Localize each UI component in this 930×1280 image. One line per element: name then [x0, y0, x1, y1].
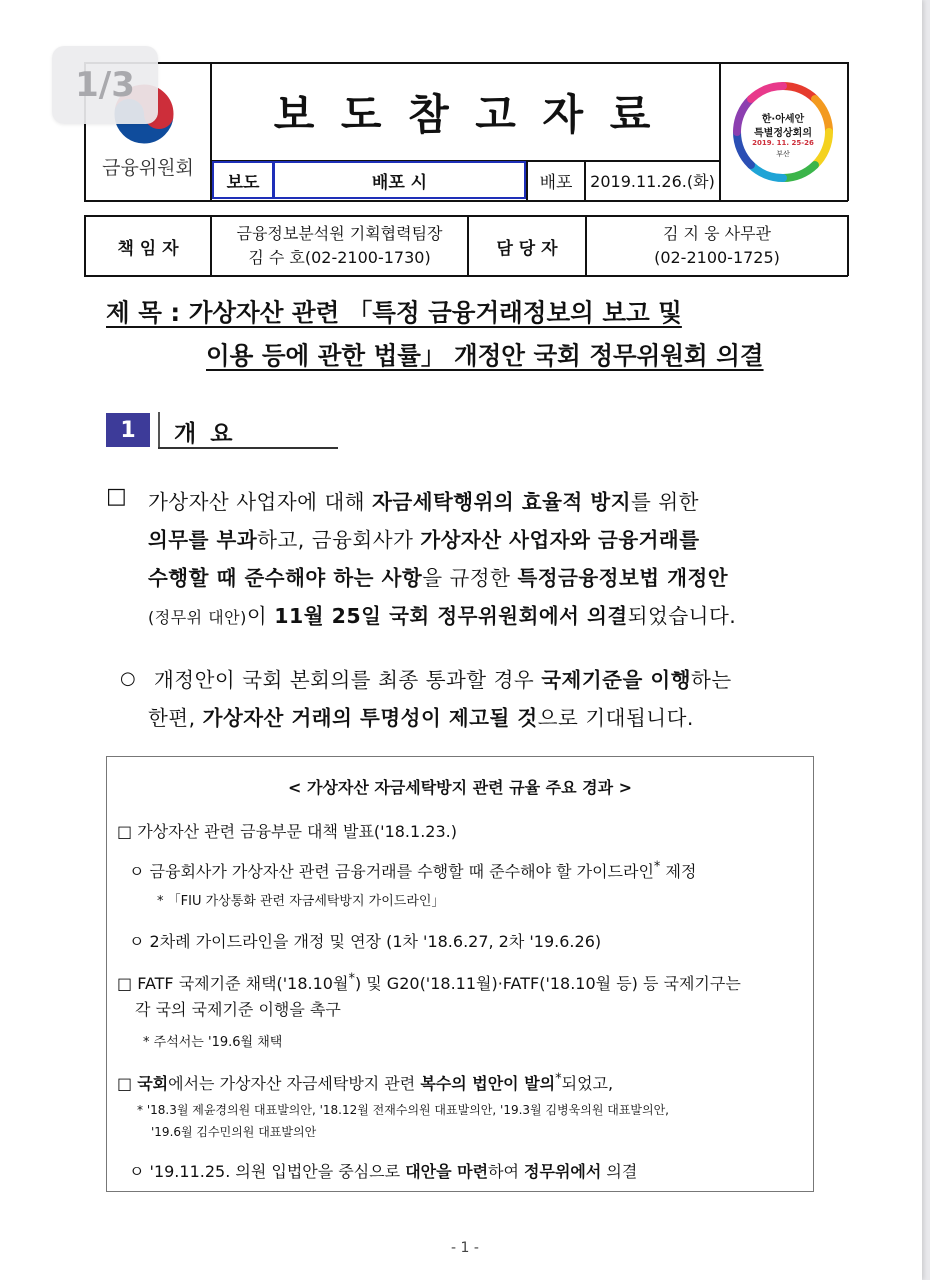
dist-label-cell: 배포 [539, 172, 573, 193]
in-charge-name: 김 지 웅 사무관 [663, 224, 771, 243]
box-item1: □ 가상자산 관련 금융부문 대책 발표('18.1.23.) [117, 822, 457, 841]
box-item3-note1: * '18.3월 제윤경의원 대표발의안, '18.12월 전재수의원 대표발의안, '19.3월 김병욱의원 대표발의안, [137, 1103, 669, 1117]
responsible-name: 김 수 호(02-2100-1730) [248, 248, 431, 267]
box-item2-line1: □ FATF 국제기준 채택('18.10월*) 및 G20('18.11월)·FATF('18.10월 등) 등 국제기구는 [117, 971, 741, 993]
responsible-dept: 금융정보분석원 기획협력팀장 [236, 224, 443, 243]
para1-line3: 수행할 때 준수해야 하는 사항을 규정한 특정금융정보법 개정안 [148, 566, 729, 590]
box-item2-line2: 각 국의 국제기준 이행을 촉구 [135, 1000, 341, 1019]
page-number: - 1 - [451, 1240, 479, 1256]
box-title: < 가상자산 자금세탁방지 관련 규율 주요 경과 > [287, 778, 632, 797]
section-title: 개 요 [174, 421, 236, 447]
page-indicator-badge: 1/3 [52, 46, 158, 124]
summit-logo [727, 76, 839, 188]
box-item1-note: * 「FIU 가상통화 관련 자금세탁방지 가이드라인」 [157, 894, 445, 909]
responsible-info [212, 222, 467, 270]
para1-bullet: □ [106, 484, 127, 509]
para1-line4: (정무위 대안)이 11월 25일 국회 정무위원회에서 의결되었습니다. [148, 604, 737, 628]
in-charge-label: 담 당 자 [496, 238, 558, 259]
responsible-label: 책 임 자 [117, 238, 179, 259]
para1-line2: 의무를 부과하고, 금융회사가 가상자산 사업자와 금융거래를 [148, 528, 700, 552]
summit-line4: 부산 [776, 150, 790, 158]
para2-bullet: ○ [120, 668, 136, 689]
in-charge-info [587, 222, 847, 270]
summit-line2: 특별정상회의 [754, 128, 812, 139]
dist-date-cell: 2019.11.26.(화) [590, 171, 715, 191]
para2-line1: 개정안이 국회 본회의를 최종 통과할 경우 국제기준을 이행하는 [154, 668, 732, 692]
summit-line3: 2019. 11. 25-26 [752, 139, 814, 147]
page-title: 보 도 참 고 자 료 [273, 90, 657, 139]
box-item2-note: * 주석서는 '19.6월 채택 [143, 1035, 283, 1050]
subject-line1: 제 목 : 가상자산 관련 「특정 금융거래정보의 보고 및 [106, 298, 682, 327]
para1-line1: 가상자산 사업자에 대해 자금세탁행위의 효율적 방지를 위한 [148, 490, 699, 514]
box-item3-sub: ㅇ '19.11.25. 의원 입법안을 중심으로 대안을 마련하여 정무위에서 의결 [129, 1162, 638, 1181]
box-item3-note2: '19.6월 김수민의원 대표발의안 [151, 1125, 317, 1139]
section-number: 1 [106, 413, 150, 447]
timeline-box [106, 756, 814, 1192]
subject-line2: 이용 등에 관한 법률」 개정안 국회 정무위원회 의결 [206, 341, 764, 370]
report-value-cell: 배포 시 [273, 161, 526, 199]
report-label-cell: 보도 [212, 161, 274, 199]
org-name: 금융위원회 [102, 156, 194, 179]
in-charge-phone: (02-2100-1725) [654, 248, 780, 267]
para2-line2: 한편, 가상자산 거래의 투명성이 제고될 것으로 기대됩니다. [148, 706, 694, 730]
summit-line1: 한·아세안 [761, 114, 805, 125]
box-item1-sub: ㅇ 금융회사가 가상자산 관련 금융거래를 수행할 때 준수해야 할 가이드라인* 제정 [129, 859, 697, 881]
box-item1-sub2: ㅇ 2차례 가이드라인을 개정 및 연장 (1차 '18.6.27, 2차 '19.6.26) [129, 932, 602, 951]
box-item3: □ 국회에서는 가상자산 자금세탁방지 관련 복수의 법안이 발의*되었고, [117, 1071, 614, 1093]
